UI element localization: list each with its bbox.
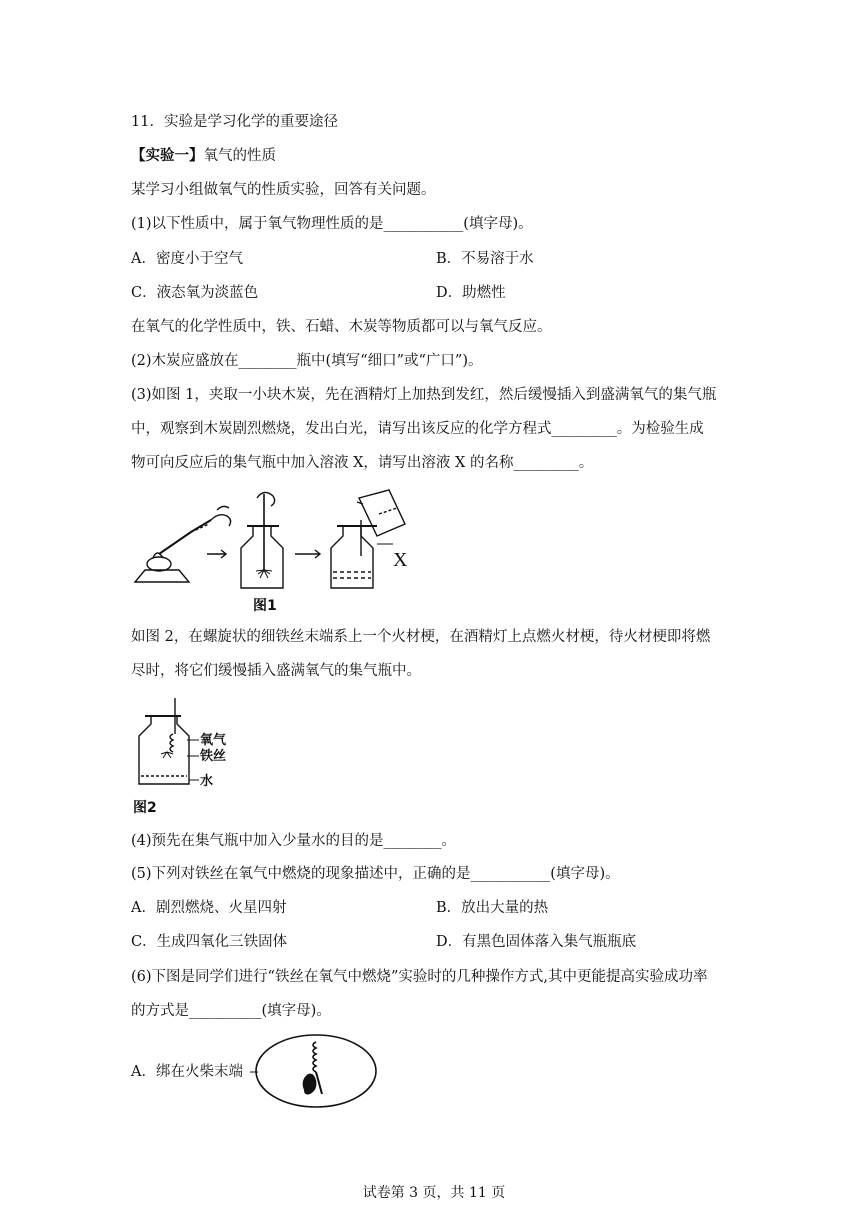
- q6-option-a: A．绑在火柴末端: [131, 1064, 243, 1080]
- q5-option-b: B．放出大量的热: [436, 900, 549, 916]
- section1-label: 【实验一】: [131, 147, 204, 164]
- q1-option-b: B．不易溶于水: [436, 251, 534, 267]
- figure-2-drawing: [131, 694, 251, 818]
- q1-option-d: D．助燃性: [436, 285, 506, 301]
- page-footer: 试卷第 3 页，共 11 页: [362, 1185, 506, 1201]
- fig2-intro-line1: 如图 2，在螺旋状的细铁丝末端系上一个火材梗，在酒精灯上点燃火材梗，待火材梗即将燃: [131, 629, 711, 645]
- question-title: 11．实验是学习化学的重要途径: [131, 114, 338, 130]
- q3-line1: (3)如图 1，夹取一小块木炭，先在酒精灯上加热到发红，然后缓慢插入到盛满氧气的集气瓶: [131, 387, 717, 403]
- q1-option-a: A．密度小于空气: [131, 251, 243, 267]
- q3-line2: 中，观察到木炭剧烈燃烧，发出白光，请写出该反应的化学方程式_________。为检验生成: [131, 421, 704, 437]
- q5-option-c: C．生成四氧化三铁固体: [131, 934, 288, 950]
- figure-2: [131, 694, 251, 818]
- q3-line3: 物可向反应后的集气瓶中加入溶液 X，请写出溶液 X 的名称_________。: [131, 455, 594, 471]
- chem-prop-text: 在氧气的化学性质中，铁、石蜡、木炭等物质都可以与氧气反应。: [131, 319, 552, 335]
- fig2-intro-line2: 尽时，将它们缓慢插入盛满氧气的集气瓶中。: [131, 663, 421, 679]
- option-a-drawing: [254, 1032, 378, 1110]
- q5-option-a: A．剧烈燃烧、火星四射: [131, 900, 287, 916]
- figure-1: [131, 484, 451, 614]
- q4-text: (4)预先在集气瓶中加入少量水的目的是________。: [131, 833, 457, 849]
- option-a-figure: [254, 1032, 378, 1110]
- q1-text: (1)以下性质中，属于氧气物理性质的是___________(填字母)。: [131, 216, 533, 232]
- figure-2-label-water: 水: [200, 774, 214, 789]
- q6-line1: (6)下图是同学们进行“铁丝在氧气中燃烧”实验时的几种操作方式,其中更能提高实验成功率: [131, 969, 708, 985]
- figure-1-solution-label: X: [393, 549, 408, 571]
- section1-heading: [131, 146, 276, 166]
- figure-2-caption: 图2: [133, 800, 157, 816]
- figure-2-label-oxygen: 氧气: [200, 733, 227, 748]
- figure-2-label-iron: 铁丝: [200, 749, 227, 764]
- q6-line2: 的方式是__________(填字母)。: [131, 1003, 331, 1019]
- figure-1-drawing: [131, 484, 451, 614]
- q2-text: (2)木炭应盛放在________瓶中(填写“细口”或“广口”)。: [131, 353, 483, 369]
- intro-text: 某学习小组做氧气的性质实验，回答有关问题。: [131, 182, 436, 198]
- q1-option-c: C．液态氧为淡蓝色: [131, 285, 259, 301]
- q5-option-d: D．有黑色固体落入集气瓶瓶底: [436, 934, 637, 950]
- q5-text: (5)下列对铁丝在氧气中燃烧的现象描述中，正确的是___________(填字母)。: [131, 866, 620, 882]
- section1-title: 氧气的性质: [203, 148, 276, 164]
- figure-1-caption: 图1: [253, 598, 277, 614]
